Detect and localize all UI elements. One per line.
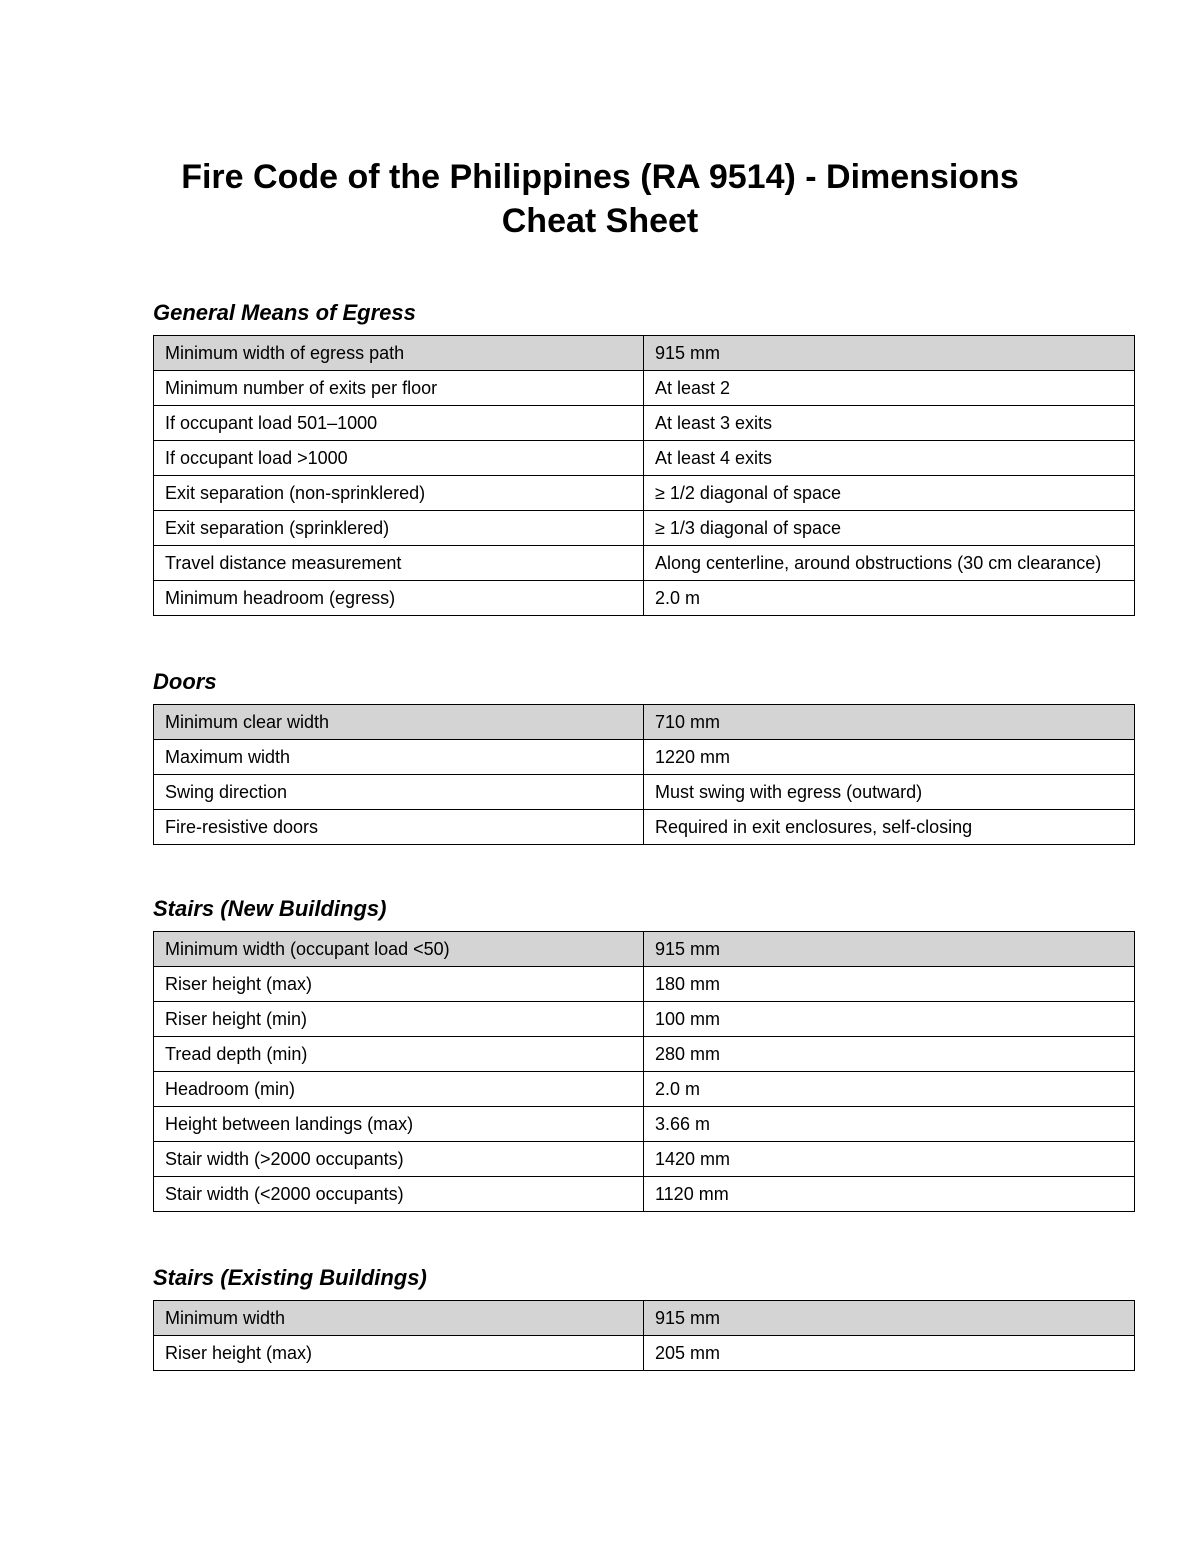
table-cell-value: 2.0 m: [644, 581, 1135, 616]
section-general-means-of-egress: [153, 300, 1134, 616]
table-cell-value: 180 mm: [644, 967, 1135, 1002]
table-cell-item: Exit separation (sprinklered): [154, 511, 644, 546]
table-cell-value: At least 3 exits: [644, 406, 1135, 441]
table-row: [154, 705, 1135, 740]
table-cell-value: 100 mm: [644, 1002, 1135, 1037]
table-cell-value: 915 mm: [644, 932, 1135, 967]
section-doors: [153, 669, 1134, 845]
stairs-existing-table: [153, 1300, 1135, 1371]
table-cell-value: 2.0 m: [644, 1072, 1135, 1107]
table-cell-item: Swing direction: [154, 775, 644, 810]
table-cell-item: Minimum width (occupant load <50): [154, 932, 644, 967]
section-heading: Doors: [153, 669, 217, 694]
table-row: [154, 775, 1135, 810]
table-row: [154, 1336, 1135, 1371]
table-cell-item: Height between landings (max): [154, 1107, 644, 1142]
table-cell-value: 915 mm: [644, 336, 1135, 371]
table-row: [154, 476, 1135, 511]
table-cell-value: Must swing with egress (outward): [644, 775, 1135, 810]
stairs-new-table: [153, 931, 1135, 1212]
table-cell-value: 280 mm: [644, 1037, 1135, 1072]
table-cell-value: 1220 mm: [644, 740, 1135, 775]
page-title-line-2: Cheat Sheet: [501, 202, 699, 240]
table-row: [154, 441, 1135, 476]
table-row: [154, 932, 1135, 967]
table-cell-item: Riser height (max): [154, 967, 644, 1002]
table-cell-item: Riser height (max): [154, 1336, 644, 1371]
table-cell-item: Minimum width of egress path: [154, 336, 644, 371]
page-title-line-1: Fire Code of the Philippines (RA 9514) - Dimensions: [181, 158, 1019, 196]
page-title: [150, 155, 1050, 243]
table-cell-item: Headroom (min): [154, 1072, 644, 1107]
table-row: [154, 1142, 1135, 1177]
table-cell-value: 1120 mm: [644, 1177, 1135, 1212]
table-cell-item: Travel distance measurement: [154, 546, 644, 581]
table-cell-value: 1420 mm: [644, 1142, 1135, 1177]
table-cell-value: Along centerline, around obstructions (30 cm clearance): [644, 546, 1135, 581]
table-cell-item: If occupant load >1000: [154, 441, 644, 476]
egress-table: [153, 335, 1135, 616]
table-cell-item: Maximum width: [154, 740, 644, 775]
table-cell-value: At least 4 exits: [644, 441, 1135, 476]
section-heading: Stairs (Existing Buildings): [153, 1265, 427, 1290]
table-row: [154, 336, 1135, 371]
table-cell-value: ≥ 1/2 diagonal of space: [644, 476, 1135, 511]
section-stairs-existing-buildings: [153, 1265, 1134, 1371]
table-cell-value: 710 mm: [644, 705, 1135, 740]
section-stairs-new-buildings: [153, 896, 1134, 1212]
table-cell-item: Exit separation (non-sprinklered): [154, 476, 644, 511]
table-row: [154, 546, 1135, 581]
doors-table: [153, 704, 1135, 845]
table-row: [154, 1072, 1135, 1107]
table-cell-item: Stair width (<2000 occupants): [154, 1177, 644, 1212]
section-heading: Stairs (New Buildings): [153, 896, 387, 921]
table-cell-item: If occupant load 501–1000: [154, 406, 644, 441]
table-row: [154, 1002, 1135, 1037]
table-row: [154, 1177, 1135, 1212]
table-cell-item: Stair width (>2000 occupants): [154, 1142, 644, 1177]
table-cell-item: Fire-resistive doors: [154, 810, 644, 845]
table-row: [154, 740, 1135, 775]
table-cell-item: Minimum clear width: [154, 705, 644, 740]
table-cell-value: 915 mm: [644, 1301, 1135, 1336]
table-row: [154, 1107, 1135, 1142]
table-cell-value: At least 2: [644, 371, 1135, 406]
table-row: [154, 371, 1135, 406]
table-row: [154, 967, 1135, 1002]
table-cell-value: 3.66 m: [644, 1107, 1135, 1142]
table-cell-item: Minimum width: [154, 1301, 644, 1336]
table-cell-item: Tread depth (min): [154, 1037, 644, 1072]
table-row: [154, 810, 1135, 845]
table-cell-value: Required in exit enclosures, self-closing: [644, 810, 1135, 845]
table-row: [154, 1037, 1135, 1072]
table-row: [154, 581, 1135, 616]
table-row: [154, 1301, 1135, 1336]
table-cell-value: 205 mm: [644, 1336, 1135, 1371]
table-row: [154, 511, 1135, 546]
table-cell-item: Riser height (min): [154, 1002, 644, 1037]
table-cell-value: ≥ 1/3 diagonal of space: [644, 511, 1135, 546]
table-cell-item: Minimum headroom (egress): [154, 581, 644, 616]
table-cell-item: Minimum number of exits per floor: [154, 371, 644, 406]
section-heading: General Means of Egress: [153, 300, 416, 325]
table-row: [154, 406, 1135, 441]
